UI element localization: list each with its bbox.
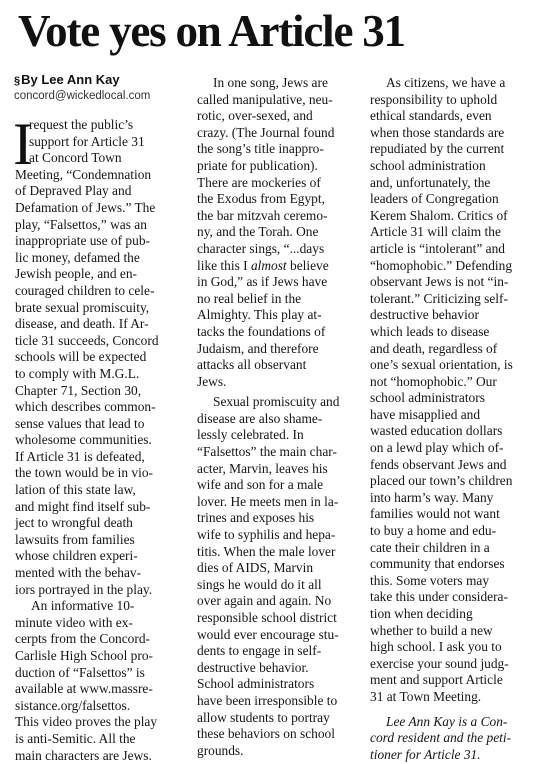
- body-line: destructive behavior: [370, 307, 479, 323]
- byline: [14, 72, 120, 89]
- body-line: destructive behavior.: [197, 659, 309, 675]
- emphasis-text: almost: [250, 257, 287, 273]
- body-line: have misapplied and: [370, 406, 481, 422]
- body-line: is anti-Semitic. All the: [15, 730, 136, 746]
- body-line: repudiated by the current: [370, 141, 505, 157]
- body-line: observant Jews is not “in-: [370, 274, 509, 290]
- body-line: lic money, defamed the: [15, 249, 140, 265]
- body-line: in God,” as if Jews have: [197, 274, 328, 290]
- drop-cap: I: [13, 111, 33, 177]
- article-column-2: [197, 75, 367, 759]
- body-line: community that endorses: [370, 556, 505, 572]
- body-line: would ever encourage stu-: [197, 626, 339, 642]
- body-line: exercise your sound judg-: [370, 655, 509, 671]
- body-line: school administration: [370, 157, 486, 173]
- body-line: main characters are Jews.: [15, 747, 152, 763]
- body-text: believe: [286, 257, 329, 273]
- body-line: and, unfortunately, the: [370, 174, 491, 190]
- body-line: the bar mitzvah ceremo-: [197, 207, 328, 223]
- author-mark-icon: §: [14, 75, 21, 87]
- body-line: sings he would do it all: [197, 576, 322, 592]
- body-line: support for Article 31: [29, 133, 145, 149]
- body-line: no real belief in the: [197, 290, 302, 306]
- body-line: dies of AIDS, Marvin: [197, 560, 314, 576]
- body-line: minute video with ex-: [15, 614, 133, 630]
- body-line: of Depraved Play and: [15, 183, 132, 199]
- body-line: Chapter 71, Section 30,: [15, 382, 142, 398]
- signoff-line: tioner for Article 31.: [370, 746, 481, 762]
- body-line: whether to build a new: [370, 622, 493, 638]
- body-line: lation of this state law,: [15, 482, 136, 498]
- body-line: article is “intolerant” and: [370, 240, 505, 256]
- body-line: Sexual promiscuity and: [213, 394, 340, 410]
- body-line: character sings, “...days: [197, 240, 325, 256]
- body-line: lessly celebrated. In: [197, 427, 304, 443]
- body-line: fends observant Jews and: [370, 456, 507, 472]
- body-line: attacks all observant: [197, 357, 307, 373]
- body-line: allow students to portray: [197, 709, 330, 725]
- headline: Vote yes on Article 31: [18, 6, 405, 56]
- body-line: Defamation of Jews.” The: [15, 199, 156, 215]
- byline-text: By Lee Ann Kay: [21, 72, 120, 87]
- body-line: ticle 31 succeeds, Concord: [15, 332, 159, 348]
- body-line: disease are also shame-: [197, 410, 323, 426]
- body-line: tolerant.” Criticizing self-: [370, 290, 508, 306]
- body-line: “homophobic.” Defending: [370, 257, 513, 273]
- body-line: Meeting, “Condemnation: [15, 166, 152, 182]
- body-line: placed our town’s children: [370, 473, 513, 489]
- body-line: trines and exposes his: [197, 510, 315, 526]
- body-line: schools will be expected: [15, 349, 147, 365]
- body-line: couraged children to cele-: [15, 282, 155, 298]
- body-line: over again and again. No: [197, 593, 332, 609]
- body-line: crazy. (The Journal found: [197, 124, 335, 140]
- body-line: ethical standards, even: [370, 108, 492, 124]
- body-line: As citizens, we have a: [386, 75, 506, 90]
- body-line: tacks the foundations of: [197, 323, 326, 339]
- body-line: and might find itself sub-: [15, 498, 151, 514]
- body-line: “Falsettos” the main char-: [197, 444, 337, 460]
- body-line: iors portrayed in the play.: [15, 581, 153, 597]
- body-line: sense values that lead to: [15, 415, 145, 431]
- body-line: the town would be in vio-: [15, 465, 153, 481]
- body-line: tion when deciding: [370, 606, 473, 621]
- body-line: School administrators: [197, 676, 315, 692]
- body-line: 31 at Town Meeting.: [370, 688, 482, 704]
- body-line: wife and son for a male: [197, 477, 324, 493]
- body-line: ment and support Article: [370, 672, 503, 688]
- body-line: which leads to disease: [370, 323, 490, 339]
- article-column-3: [370, 75, 540, 763]
- body-line: when those standards are: [370, 124, 505, 140]
- body-line: responsibility to uphold: [370, 91, 498, 107]
- body-line: In one song, Jews are: [213, 75, 328, 90]
- body-line: duction of “Falsettos” is: [15, 664, 145, 680]
- body-line: which describes common-: [15, 399, 156, 415]
- body-line: at Concord Town: [29, 150, 122, 166]
- body-line: inappropriate use of pub-: [15, 233, 150, 249]
- body-line: Jews.: [197, 373, 227, 389]
- body-line: titis. When the male lover: [197, 543, 336, 559]
- body-line: to comply with M.G.L.: [15, 365, 140, 381]
- body-line: Judaism, and therefore: [197, 340, 319, 356]
- body-line: and death, regardless of: [370, 340, 498, 356]
- body-line: not “homophobic.” Our: [370, 373, 497, 389]
- body-line: one’s sexual orientation, is: [370, 357, 513, 373]
- body-line: If Article 31 is defeated,: [15, 448, 145, 464]
- body-line: [197, 258, 367, 275]
- body-line: wholesome communities.: [15, 432, 152, 448]
- body-line: this. Some voters may: [370, 572, 490, 588]
- body-line: dents to engage in self-: [197, 643, 322, 659]
- body-line: ny, and the Torah. One: [197, 224, 319, 240]
- body-line: play, “Falsettos,” was an: [15, 216, 147, 232]
- body-line: wasted education dollars: [370, 423, 503, 439]
- body-line: on a lewd play which of-: [370, 440, 504, 456]
- body-line: Carlisle High School pro-: [15, 648, 153, 663]
- body-line: Article 31 will claim the: [370, 224, 501, 240]
- body-line: available at www.massre-: [15, 681, 153, 697]
- body-line: This video proves the play: [15, 714, 158, 730]
- body-line: high school. I ask you to: [370, 639, 502, 655]
- body-line: into harm’s way. Many: [370, 489, 494, 505]
- body-line: the song’s title inappro-: [197, 141, 324, 157]
- body-line: There are mockeries of: [197, 174, 321, 190]
- body-line: ject to wrongful death: [15, 515, 133, 531]
- body-line: Almighty. This play at-: [197, 307, 322, 323]
- body-line: priate for publication).: [197, 157, 318, 173]
- body-line: An informative 10-: [31, 598, 135, 614]
- body-line: to buy a home and edu-: [370, 523, 497, 539]
- body-line: take this under considera-: [370, 589, 508, 605]
- body-line: Jewish people, and en-: [15, 266, 137, 282]
- body-line: lawsuits from families: [15, 531, 135, 547]
- body-line: these behaviors on school: [197, 726, 335, 742]
- body-line: lover. He meets men in la-: [197, 493, 339, 509]
- author-email: concord@wickedlocal.com: [14, 90, 151, 102]
- body-line: have been irresponsible to: [197, 692, 338, 708]
- body-line: cate their children in a: [370, 539, 490, 555]
- body-line: grounds.: [197, 742, 244, 758]
- body-text: like this I: [197, 257, 251, 273]
- body-line: acter, Marvin, leaves his: [197, 460, 328, 476]
- body-line: school administrators: [370, 390, 485, 406]
- signoff-line: cord resident and the peti-: [370, 730, 512, 746]
- body-line: wife to syphilis and hepa-: [197, 527, 336, 543]
- body-line: families would not want: [370, 506, 500, 522]
- body-line: cerpts from the Concord-: [15, 631, 150, 647]
- body-line: disease, and death. If Ar-: [15, 316, 149, 332]
- body-line: mented with the behav-: [15, 565, 142, 581]
- body-line: whose children experi-: [15, 548, 138, 564]
- body-line: called manipulative, neu-: [197, 91, 333, 107]
- body-line: responsible school district: [197, 610, 337, 625]
- body-line: sistance.org/falsettos.: [15, 697, 131, 713]
- signoff-line: Lee Ann Kay is a Con-: [386, 713, 508, 729]
- body-line: Kerem Shalom. Critics of: [370, 207, 508, 223]
- body-line: rotic, over-sexed, and: [197, 108, 313, 124]
- body-line: request the public’s: [29, 117, 134, 132]
- body-line: brate sexual promiscuity,: [15, 299, 150, 315]
- body-line: leaders of Congregation: [370, 191, 499, 207]
- article-column-1: [13, 111, 185, 764]
- body-line: the Exodus from Egypt,: [197, 191, 325, 207]
